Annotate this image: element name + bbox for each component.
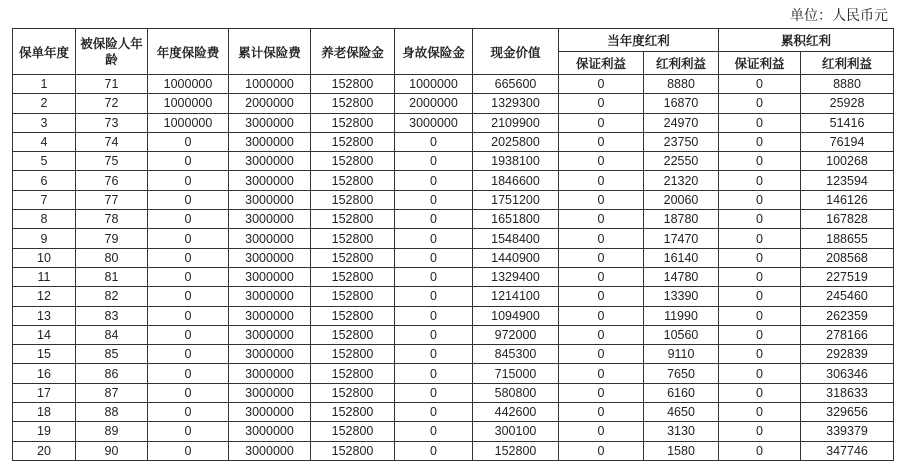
cell-pension: 152800 [311,190,395,209]
cell-accumulated-dividend: 292839 [801,345,894,364]
cell-cash-value: 845300 [473,345,559,364]
cell-accumulated-dividend: 245460 [801,287,894,306]
cell-death-benefit: 2000000 [395,94,473,113]
cell-death-benefit: 3000000 [395,113,473,132]
cell-insured-age: 78 [76,210,148,229]
cell-accumulated-dividend: 100268 [801,152,894,171]
cell-current-dividend: 7650 [644,364,719,383]
cell-accumulated-guaranteed: 0 [719,171,801,190]
header-current-dividend-interest: 红利利益 [644,52,719,75]
cell-cash-value: 1846600 [473,171,559,190]
cell-policy-year: 12 [13,287,76,306]
cell-death-benefit: 0 [395,248,473,267]
cell-current-guaranteed: 0 [559,403,644,422]
cell-pension: 152800 [311,75,395,94]
cell-cumulative-premium: 2000000 [229,94,311,113]
cell-cash-value: 1751200 [473,190,559,209]
cell-policy-year: 9 [13,229,76,248]
cell-current-dividend: 3130 [644,422,719,441]
cell-cumulative-premium: 3000000 [229,190,311,209]
cell-insured-age: 71 [76,75,148,94]
cell-annual-premium: 0 [148,132,229,151]
cell-cumulative-premium: 3000000 [229,229,311,248]
table-row [13,248,894,267]
cell-pension: 152800 [311,403,395,422]
cell-cash-value: 1651800 [473,210,559,229]
cell-annual-premium: 0 [148,267,229,286]
cell-current-dividend: 6160 [644,383,719,402]
table-row [13,171,894,190]
cell-accumulated-dividend: 318633 [801,383,894,402]
cell-accumulated-guaranteed: 0 [719,383,801,402]
cell-policy-year: 19 [13,422,76,441]
cell-accumulated-dividend: 262359 [801,306,894,325]
cell-annual-premium: 1000000 [148,113,229,132]
cell-annual-premium: 0 [148,403,229,422]
cell-death-benefit: 0 [395,422,473,441]
cell-insured-age: 81 [76,267,148,286]
cell-cash-value: 715000 [473,364,559,383]
cell-death-benefit: 0 [395,171,473,190]
cell-cash-value: 665600 [473,75,559,94]
cell-cash-value: 1548400 [473,229,559,248]
cell-cash-value: 1329400 [473,267,559,286]
header-accumulated-guaranteed: 保证利益 [719,52,801,75]
cell-annual-premium: 0 [148,364,229,383]
cell-cash-value: 442600 [473,403,559,422]
cell-current-guaranteed: 0 [559,210,644,229]
cell-cumulative-premium: 3000000 [229,345,311,364]
table-row [13,210,894,229]
cell-cash-value: 1329300 [473,94,559,113]
cell-annual-premium: 0 [148,248,229,267]
cell-insured-age: 85 [76,345,148,364]
cell-death-benefit: 0 [395,325,473,344]
header-policy-year: 保单年度 [13,29,76,75]
cell-accumulated-guaranteed: 0 [719,248,801,267]
cell-cumulative-premium: 3000000 [229,113,311,132]
cell-insured-age: 77 [76,190,148,209]
cell-current-guaranteed: 0 [559,94,644,113]
table-row [13,267,894,286]
cell-current-dividend: 21320 [644,171,719,190]
cell-accumulated-dividend: 208568 [801,248,894,267]
cell-current-dividend: 1580 [644,441,719,460]
cell-accumulated-guaranteed: 0 [719,75,801,94]
cell-policy-year: 8 [13,210,76,229]
cell-current-dividend: 24970 [644,113,719,132]
cell-cumulative-premium: 1000000 [229,75,311,94]
cell-current-guaranteed: 0 [559,229,644,248]
cell-cumulative-premium: 3000000 [229,248,311,267]
cell-policy-year: 15 [13,345,76,364]
table-body [13,75,894,461]
cell-current-guaranteed: 0 [559,422,644,441]
cell-insured-age: 90 [76,441,148,460]
cell-insured-age: 82 [76,287,148,306]
cell-pension: 152800 [311,383,395,402]
cell-accumulated-guaranteed: 0 [719,229,801,248]
cell-current-guaranteed: 0 [559,345,644,364]
table-row [13,152,894,171]
cell-pension: 152800 [311,364,395,383]
cell-insured-age: 84 [76,325,148,344]
cell-current-dividend: 23750 [644,132,719,151]
cell-accumulated-dividend: 188655 [801,229,894,248]
cell-cumulative-premium: 3000000 [229,132,311,151]
cell-annual-premium: 0 [148,306,229,325]
cell-pension: 152800 [311,345,395,364]
cell-current-dividend: 10560 [644,325,719,344]
header-accumulated-dividend-interest: 红利利益 [801,52,894,75]
cell-cumulative-premium: 3000000 [229,403,311,422]
cell-cumulative-premium: 3000000 [229,267,311,286]
cell-policy-year: 11 [13,267,76,286]
cell-cash-value: 300100 [473,422,559,441]
cell-accumulated-guaranteed: 0 [719,403,801,422]
cell-accumulated-dividend: 8880 [801,75,894,94]
cell-death-benefit: 0 [395,306,473,325]
cell-insured-age: 83 [76,306,148,325]
cell-current-guaranteed: 0 [559,383,644,402]
cell-annual-premium: 0 [148,345,229,364]
cell-insured-age: 73 [76,113,148,132]
header-current-dividend: 当年度红利 [559,29,719,52]
header-cash-value: 现金价值 [473,29,559,75]
cell-cumulative-premium: 3000000 [229,441,311,460]
cell-pension: 152800 [311,441,395,460]
cell-current-guaranteed: 0 [559,132,644,151]
table-row [13,94,894,113]
cell-policy-year: 20 [13,441,76,460]
cell-current-guaranteed: 0 [559,287,644,306]
cell-current-guaranteed: 0 [559,306,644,325]
cell-policy-year: 10 [13,248,76,267]
cell-cumulative-premium: 3000000 [229,364,311,383]
table-row [13,422,894,441]
cell-pension: 152800 [311,171,395,190]
table-row [13,229,894,248]
cell-policy-year: 5 [13,152,76,171]
header-current-guaranteed: 保证利益 [559,52,644,75]
cell-insured-age: 72 [76,94,148,113]
cell-annual-premium: 1000000 [148,75,229,94]
cell-current-dividend: 18780 [644,210,719,229]
cell-accumulated-guaranteed: 0 [719,364,801,383]
cell-policy-year: 6 [13,171,76,190]
cell-accumulated-guaranteed: 0 [719,132,801,151]
cell-death-benefit: 0 [395,267,473,286]
cell-current-dividend: 16870 [644,94,719,113]
cell-accumulated-guaranteed: 0 [719,190,801,209]
cell-cumulative-premium: 3000000 [229,325,311,344]
cell-death-benefit: 0 [395,383,473,402]
cell-accumulated-guaranteed: 0 [719,267,801,286]
cell-accumulated-dividend: 347746 [801,441,894,460]
cell-insured-age: 86 [76,364,148,383]
cell-annual-premium: 0 [148,287,229,306]
cell-accumulated-dividend: 76194 [801,132,894,151]
cell-annual-premium: 0 [148,383,229,402]
cell-insured-age: 88 [76,403,148,422]
cell-current-guaranteed: 0 [559,267,644,286]
cell-current-guaranteed: 0 [559,325,644,344]
cell-cumulative-premium: 3000000 [229,171,311,190]
cell-annual-premium: 1000000 [148,94,229,113]
unit-label: 单位：人民币元 [790,8,888,24]
cell-current-dividend: 16140 [644,248,719,267]
cell-current-guaranteed: 0 [559,190,644,209]
cell-death-benefit: 0 [395,287,473,306]
table-row [13,345,894,364]
cell-death-benefit: 0 [395,441,473,460]
cell-annual-premium: 0 [148,441,229,460]
cell-insured-age: 79 [76,229,148,248]
cell-insured-age: 89 [76,422,148,441]
cell-current-dividend: 22550 [644,152,719,171]
cell-annual-premium: 0 [148,325,229,344]
cell-accumulated-dividend: 146126 [801,190,894,209]
header-cumulative-premium: 累计保险费 [229,29,311,75]
cell-current-guaranteed: 0 [559,364,644,383]
cell-current-dividend: 14780 [644,267,719,286]
cell-death-benefit: 0 [395,364,473,383]
cell-annual-premium: 0 [148,422,229,441]
cell-insured-age: 76 [76,171,148,190]
cell-pension: 152800 [311,422,395,441]
cell-policy-year: 1 [13,75,76,94]
cell-accumulated-guaranteed: 0 [719,345,801,364]
table-row [13,325,894,344]
cell-current-dividend: 9110 [644,345,719,364]
cell-current-dividend: 20060 [644,190,719,209]
table-row [13,441,894,460]
cell-current-guaranteed: 0 [559,248,644,267]
cell-accumulated-dividend: 339379 [801,422,894,441]
cell-accumulated-dividend: 278166 [801,325,894,344]
cell-policy-year: 16 [13,364,76,383]
cell-cash-value: 1440900 [473,248,559,267]
cell-accumulated-dividend: 123594 [801,171,894,190]
cell-current-guaranteed: 0 [559,152,644,171]
cell-annual-premium: 0 [148,190,229,209]
cell-accumulated-guaranteed: 0 [719,210,801,229]
table-row [13,75,894,94]
cell-accumulated-dividend: 25928 [801,94,894,113]
cell-cumulative-premium: 3000000 [229,383,311,402]
cell-cash-value: 580800 [473,383,559,402]
cell-cumulative-premium: 3000000 [229,210,311,229]
cell-cash-value: 1938100 [473,152,559,171]
table-row [13,190,894,209]
cell-insured-age: 75 [76,152,148,171]
cell-cash-value: 972000 [473,325,559,344]
cell-death-benefit: 0 [395,345,473,364]
cell-annual-premium: 0 [148,229,229,248]
table-row [13,364,894,383]
header-annual-premium: 年度保险费 [148,29,229,75]
cell-cumulative-premium: 3000000 [229,152,311,171]
cell-current-dividend: 4650 [644,403,719,422]
table-row [13,306,894,325]
cell-policy-year: 3 [13,113,76,132]
cell-current-guaranteed: 0 [559,113,644,132]
cell-current-guaranteed: 0 [559,75,644,94]
cell-pension: 152800 [311,132,395,151]
cell-accumulated-guaranteed: 0 [719,152,801,171]
table-row [13,403,894,422]
cell-cash-value: 2025800 [473,132,559,151]
cell-annual-premium: 0 [148,210,229,229]
cell-pension: 152800 [311,94,395,113]
table-row [13,113,894,132]
cell-current-guaranteed: 0 [559,171,644,190]
cell-policy-year: 7 [13,190,76,209]
cell-insured-age: 80 [76,248,148,267]
cell-current-dividend: 17470 [644,229,719,248]
table-row [13,383,894,402]
cell-accumulated-guaranteed: 0 [719,422,801,441]
header-pension: 养老保险金 [311,29,395,75]
cell-death-benefit: 0 [395,132,473,151]
cell-current-dividend: 11990 [644,306,719,325]
cell-policy-year: 4 [13,132,76,151]
cell-death-benefit: 0 [395,403,473,422]
cell-annual-premium: 0 [148,171,229,190]
header-death-benefit: 身故保险金 [395,29,473,75]
cell-annual-premium: 0 [148,152,229,171]
cell-accumulated-dividend: 329656 [801,403,894,422]
cell-accumulated-guaranteed: 0 [719,94,801,113]
table-row [13,132,894,151]
cell-policy-year: 18 [13,403,76,422]
header-accumulated-dividend: 累积红利 [719,29,894,52]
cell-accumulated-dividend: 167828 [801,210,894,229]
cell-accumulated-dividend: 306346 [801,364,894,383]
cell-current-dividend: 13390 [644,287,719,306]
cell-death-benefit: 0 [395,229,473,248]
cell-cash-value: 152800 [473,441,559,460]
cell-accumulated-guaranteed: 0 [719,113,801,132]
cell-policy-year: 2 [13,94,76,113]
cell-cash-value: 2109900 [473,113,559,132]
cell-cumulative-premium: 3000000 [229,306,311,325]
cell-pension: 152800 [311,152,395,171]
cell-current-guaranteed: 0 [559,441,644,460]
cell-accumulated-guaranteed: 0 [719,441,801,460]
cell-accumulated-dividend: 51416 [801,113,894,132]
cell-pension: 152800 [311,113,395,132]
cell-pension: 152800 [311,306,395,325]
benefit-table [12,28,894,461]
cell-accumulated-guaranteed: 0 [719,306,801,325]
cell-insured-age: 74 [76,132,148,151]
cell-death-benefit: 1000000 [395,75,473,94]
cell-insured-age: 87 [76,383,148,402]
cell-cumulative-premium: 3000000 [229,287,311,306]
cell-pension: 152800 [311,248,395,267]
cell-pension: 152800 [311,210,395,229]
cell-policy-year: 14 [13,325,76,344]
table-row [13,287,894,306]
cell-cash-value: 1094900 [473,306,559,325]
cell-pension: 152800 [311,325,395,344]
cell-accumulated-guaranteed: 0 [719,287,801,306]
cell-policy-year: 17 [13,383,76,402]
cell-death-benefit: 0 [395,190,473,209]
cell-pension: 152800 [311,229,395,248]
cell-accumulated-guaranteed: 0 [719,325,801,344]
cell-pension: 152800 [311,267,395,286]
cell-death-benefit: 0 [395,152,473,171]
cell-current-dividend: 8880 [644,75,719,94]
cell-pension: 152800 [311,287,395,306]
cell-death-benefit: 0 [395,210,473,229]
cell-cash-value: 1214100 [473,287,559,306]
cell-cumulative-premium: 3000000 [229,422,311,441]
header-insured-age: 被保险人年龄 [76,29,148,75]
cell-accumulated-dividend: 227519 [801,267,894,286]
cell-policy-year: 13 [13,306,76,325]
